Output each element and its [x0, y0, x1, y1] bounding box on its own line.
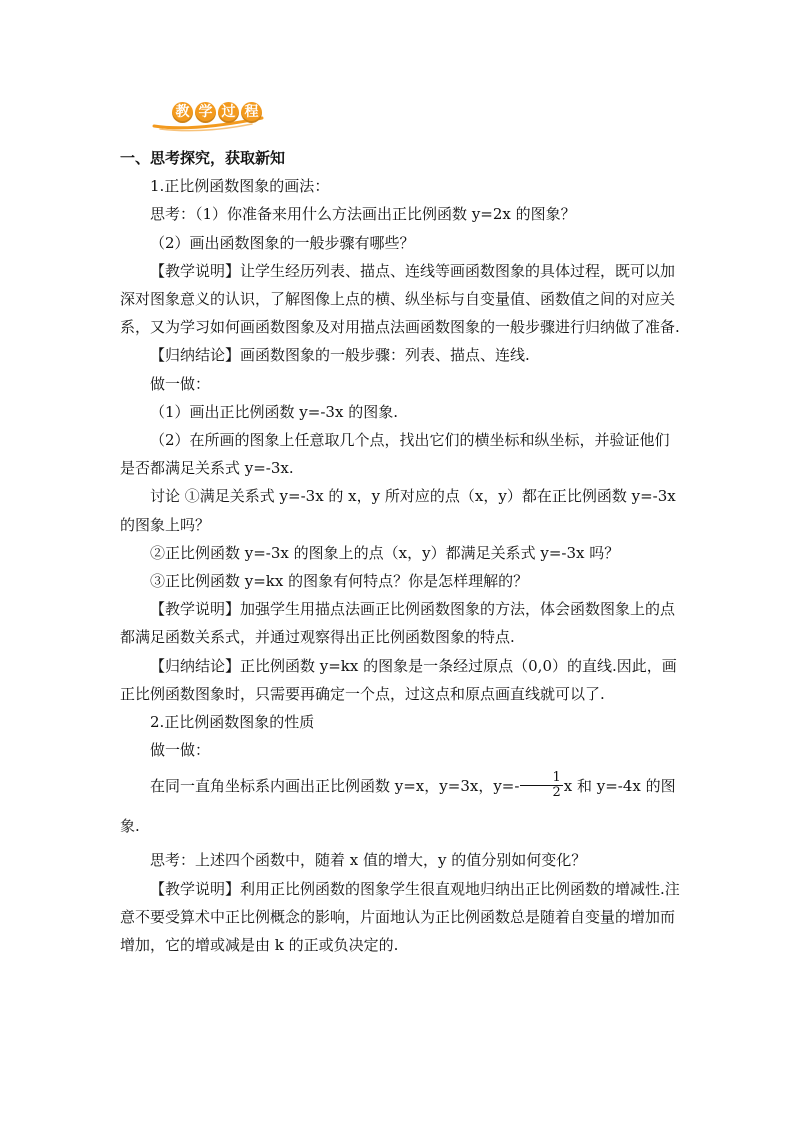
paragraph: 【教学说明】让学生经历列表、描点、连线等画函数图象的具体过程，既可以加深对图象意义的认识，了解图像上点的横、纵坐标与自变量值、函数值之间的对应关系，又为学习如何画函数图象及对用描点法画函数图象的一般步骤进行归纳做了准备.	[120, 261, 680, 337]
paragraph: ③正比例函数 y=kx 的图象有何特点？你是怎样理解的？	[150, 572, 529, 591]
paragraph: 【归纳结论】正比例函数 y=kx 的图象是一条经过原点（0,0）的直线.因此，画正比例函数图象时，只需要再确定一个点，过这点和原点画直线就可以了.	[120, 656, 677, 703]
paragraph-with-fraction	[120, 766, 680, 846]
section-heading: 一、思考探究，获取新知	[120, 149, 286, 167]
paragraph: 思考：（1）你准备来用什么方法画出正比例函数 y=2x 的图象？	[150, 205, 576, 224]
paragraph: （1）画出正比例函数 y=-3x 的图象.	[150, 402, 398, 421]
paragraph: 【教学说明】加强学生用描点法画正比例函数图象的方法，体会函数图象上的点都满足函数关系式，并通过观察得出正比例函数图象的特点.	[120, 600, 676, 647]
paragraph: 思考：上述四个函数中，随着 x 值的增大，y 的值分别如何变化？	[150, 851, 587, 870]
badge-text	[172, 102, 262, 123]
fraction-denominator: 2	[552, 784, 561, 800]
badge-char: 教	[172, 102, 193, 123]
paragraph: （2）在所画的图象上任意取几个点，找出它们的横坐标和纵坐标，并验证他们是否都满足关系式 y=-3x.	[120, 431, 670, 478]
document-content	[120, 96, 680, 959]
badge-char: 程	[241, 102, 262, 123]
fraction-one-half	[520, 771, 562, 800]
paragraph: ②正比例函数 y=-3x 的图象上的点（x，y）都满足关系式 y=-3x 吗？	[150, 543, 620, 562]
text-run: x 和 y=-4x 的图象.	[120, 777, 676, 836]
badge-char: 学	[195, 102, 216, 123]
paragraph: 【教学说明】利用正比例函数的图象学生很直观地归纳出正比例函数的增减性.注意不要受算术中正比例概念的影响，片面地认为正比例函数总是随着自变量的增加而增加，它的增或减是由 k 的正或负决定的.	[120, 879, 680, 955]
text-run: 在同一直角坐标系内画出正比例函数 y=x，y=3x，y=-	[150, 777, 520, 796]
paragraph: 2.正比例函数图象的性质	[150, 713, 315, 732]
paragraph: （2）画出函数图象的一般步骤有哪些？	[150, 233, 415, 252]
teaching-process-badge	[152, 96, 680, 134]
paragraph: 做一做：	[150, 741, 211, 760]
paragraph: 【归纳结论】画函数图象的一般步骤：列表、描点、连线.	[150, 346, 530, 365]
paragraph: 做一做：	[150, 374, 211, 393]
badge-char: 过	[218, 102, 239, 123]
fraction-numerator: 1	[520, 771, 562, 786]
paragraph: 讨论 ①满足关系式 y=-3x 的 x，y 所对应的点（x，y）都在正比例函数 y=-3x 的图象上吗？	[120, 487, 676, 534]
paragraph: 1.正比例函数图象的画法：	[150, 177, 330, 196]
